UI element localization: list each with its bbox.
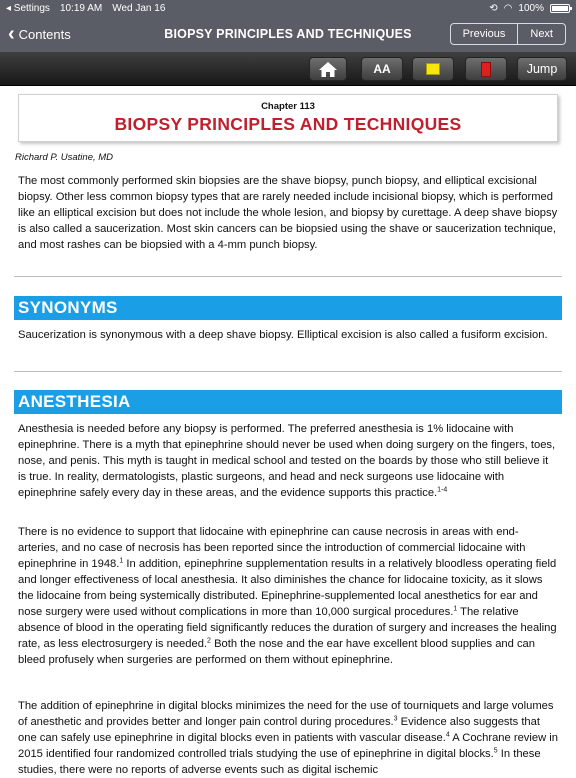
- citation-ref[interactable]: 1-4: [437, 486, 448, 494]
- paragraph-text: The relative absence of blood in the operating field significantly reduces the duration of surgery and increases the healing rate, as less electrosurgery is needed.: [18, 606, 557, 650]
- anesthesia-paragraph-2: [18, 524, 558, 668]
- citation-ref[interactable]: 3: [393, 715, 398, 723]
- toolbar: [0, 52, 576, 86]
- status-bar: [0, 0, 576, 16]
- chevron-left-icon: ‹: [8, 23, 15, 45]
- text-size-label: AA: [373, 62, 391, 76]
- text-size-button[interactable]: [361, 57, 403, 81]
- synonyms-paragraph: Saucerization is synonymous with a deep shave biopsy. Elliptical excision is also called a fusiform excision.: [18, 329, 548, 341]
- divider: [14, 371, 562, 372]
- back-to-app[interactable]: ◂ Settings: [6, 2, 50, 14]
- paragraph-text: Both the nose and the ear have excellent blood supplies and can bleed profusely when surgeries are performed on them without epinephrine.: [18, 638, 536, 666]
- status-time: 10:19 AM: [59, 2, 103, 14]
- home-button[interactable]: [309, 57, 347, 81]
- author: Richard P. Usatine, MD: [15, 152, 114, 163]
- contents-back-button[interactable]: [8, 24, 71, 44]
- battery-icon: [550, 4, 570, 13]
- bookmark-icon: [481, 62, 491, 77]
- highlighter-icon: [426, 63, 440, 75]
- section-heading-anesthesia: ANESTHESIA: [14, 390, 562, 414]
- status-date: Wed Jan 16: [112, 2, 166, 14]
- section-heading-synonyms: SYNONYMS: [14, 296, 562, 320]
- paragraph-text: The addition of epinephrine in digital blocks minimizes the need for the use of tourniquets and large volumes of anesthetic and provides better and longer pain control during procedures.: [18, 700, 554, 728]
- chapter-number: Chapter 113: [261, 101, 315, 112]
- next-button[interactable]: Next: [517, 24, 565, 44]
- paragraph-text: In these studies, there were no reports of adverse events such as digital ischemic: [18, 748, 541, 776]
- chapter-header: [18, 94, 558, 142]
- highlight-button[interactable]: [412, 57, 454, 81]
- anesthesia-paragraph-1: [18, 421, 558, 501]
- previous-button[interactable]: Previous: [462, 28, 506, 40]
- page-title: BIOPSY PRINCIPLES AND TECHNIQUES: [164, 27, 412, 41]
- bookmark-button[interactable]: [465, 57, 507, 81]
- citation-ref[interactable]: 2: [207, 637, 211, 645]
- navigation-bar: [0, 16, 576, 52]
- chapter-content[interactable]: [0, 86, 576, 776]
- citation-ref[interactable]: 1: [453, 605, 458, 613]
- paragraph-text: Anesthesia is needed before any biopsy is performed. The preferred anesthesia is 1% lidocaine with epinephrine. There is a myth that epinephrine should never be used when doing surgery on the fingers, toes, nose, and penis. This myth is taught in medical school and tested on the boards by those who still believe it is true. In reality, dermatologists, plastic surgeons, and head and neck surgeons use lidocaine with epinephrine safely every day in these areas, and the evidence supports this practice.: [18, 423, 556, 499]
- paragraph-text: There is no evidence to support that lidocaine with epinephrine can cause necrosis in areas with end-arteries, and no case of necrosis has been reported since the introduction of commercial lidocaine with epinephrine in 1948.: [18, 526, 526, 570]
- anesthesia-paragraph-3: [18, 698, 558, 778]
- paragraph-text: In addition, epinephrine supplementation results in a relatively bloodless operating field and longer effectiveness of local anesthesia. It also diminishes the chance for lidocaine toxicity, as it slows the lidocaine from being systemically distributed. Epinephrine-supplemented local anesthetics for ear and nose surgery were used without complications in more than 10,000 surgical procedures.: [18, 558, 557, 618]
- divider: [14, 276, 562, 277]
- home-icon: [318, 61, 338, 78]
- rotation-lock-icon: ⟲: [489, 2, 498, 14]
- citation-ref[interactable]: 1: [119, 557, 124, 565]
- contents-label: Contents: [18, 26, 71, 42]
- citation-ref[interactable]: 4: [445, 731, 450, 739]
- intro-paragraph: The most commonly performed skin biopsies are the shave biopsy, punch biopsy, and elliptical excisional biopsy. Other less common biopsy types that are rarely needed include incisional biopsy, which is performed like an elliptical excision but does not include the whole lesion, and biopsy by curettage. A deep shave biopsy is also called a saucerization. Most skin cancers can be biopsied using the shave or saucerization technique, and most rashes can be biopsied with a 4-mm punch biopsy.: [18, 175, 558, 251]
- citation-ref[interactable]: 5: [493, 747, 498, 755]
- paragraph-text: Evidence also suggests that one can safely use epinephrine in digital blocks even in patients with vascular disease.: [18, 716, 540, 744]
- paragraph-text: A Cochrane review in 2015 identified four randomized controlled trials studying the use of epinephrine in digital blocks.: [18, 732, 558, 760]
- chapter-title: BIOPSY PRINCIPLES AND TECHNIQUES: [114, 114, 462, 134]
- pager-control: [450, 23, 566, 45]
- wifi-icon: ◠: [503, 2, 513, 14]
- jump-button[interactable]: Jump: [517, 57, 567, 81]
- battery-percent: 100%: [518, 2, 544, 14]
